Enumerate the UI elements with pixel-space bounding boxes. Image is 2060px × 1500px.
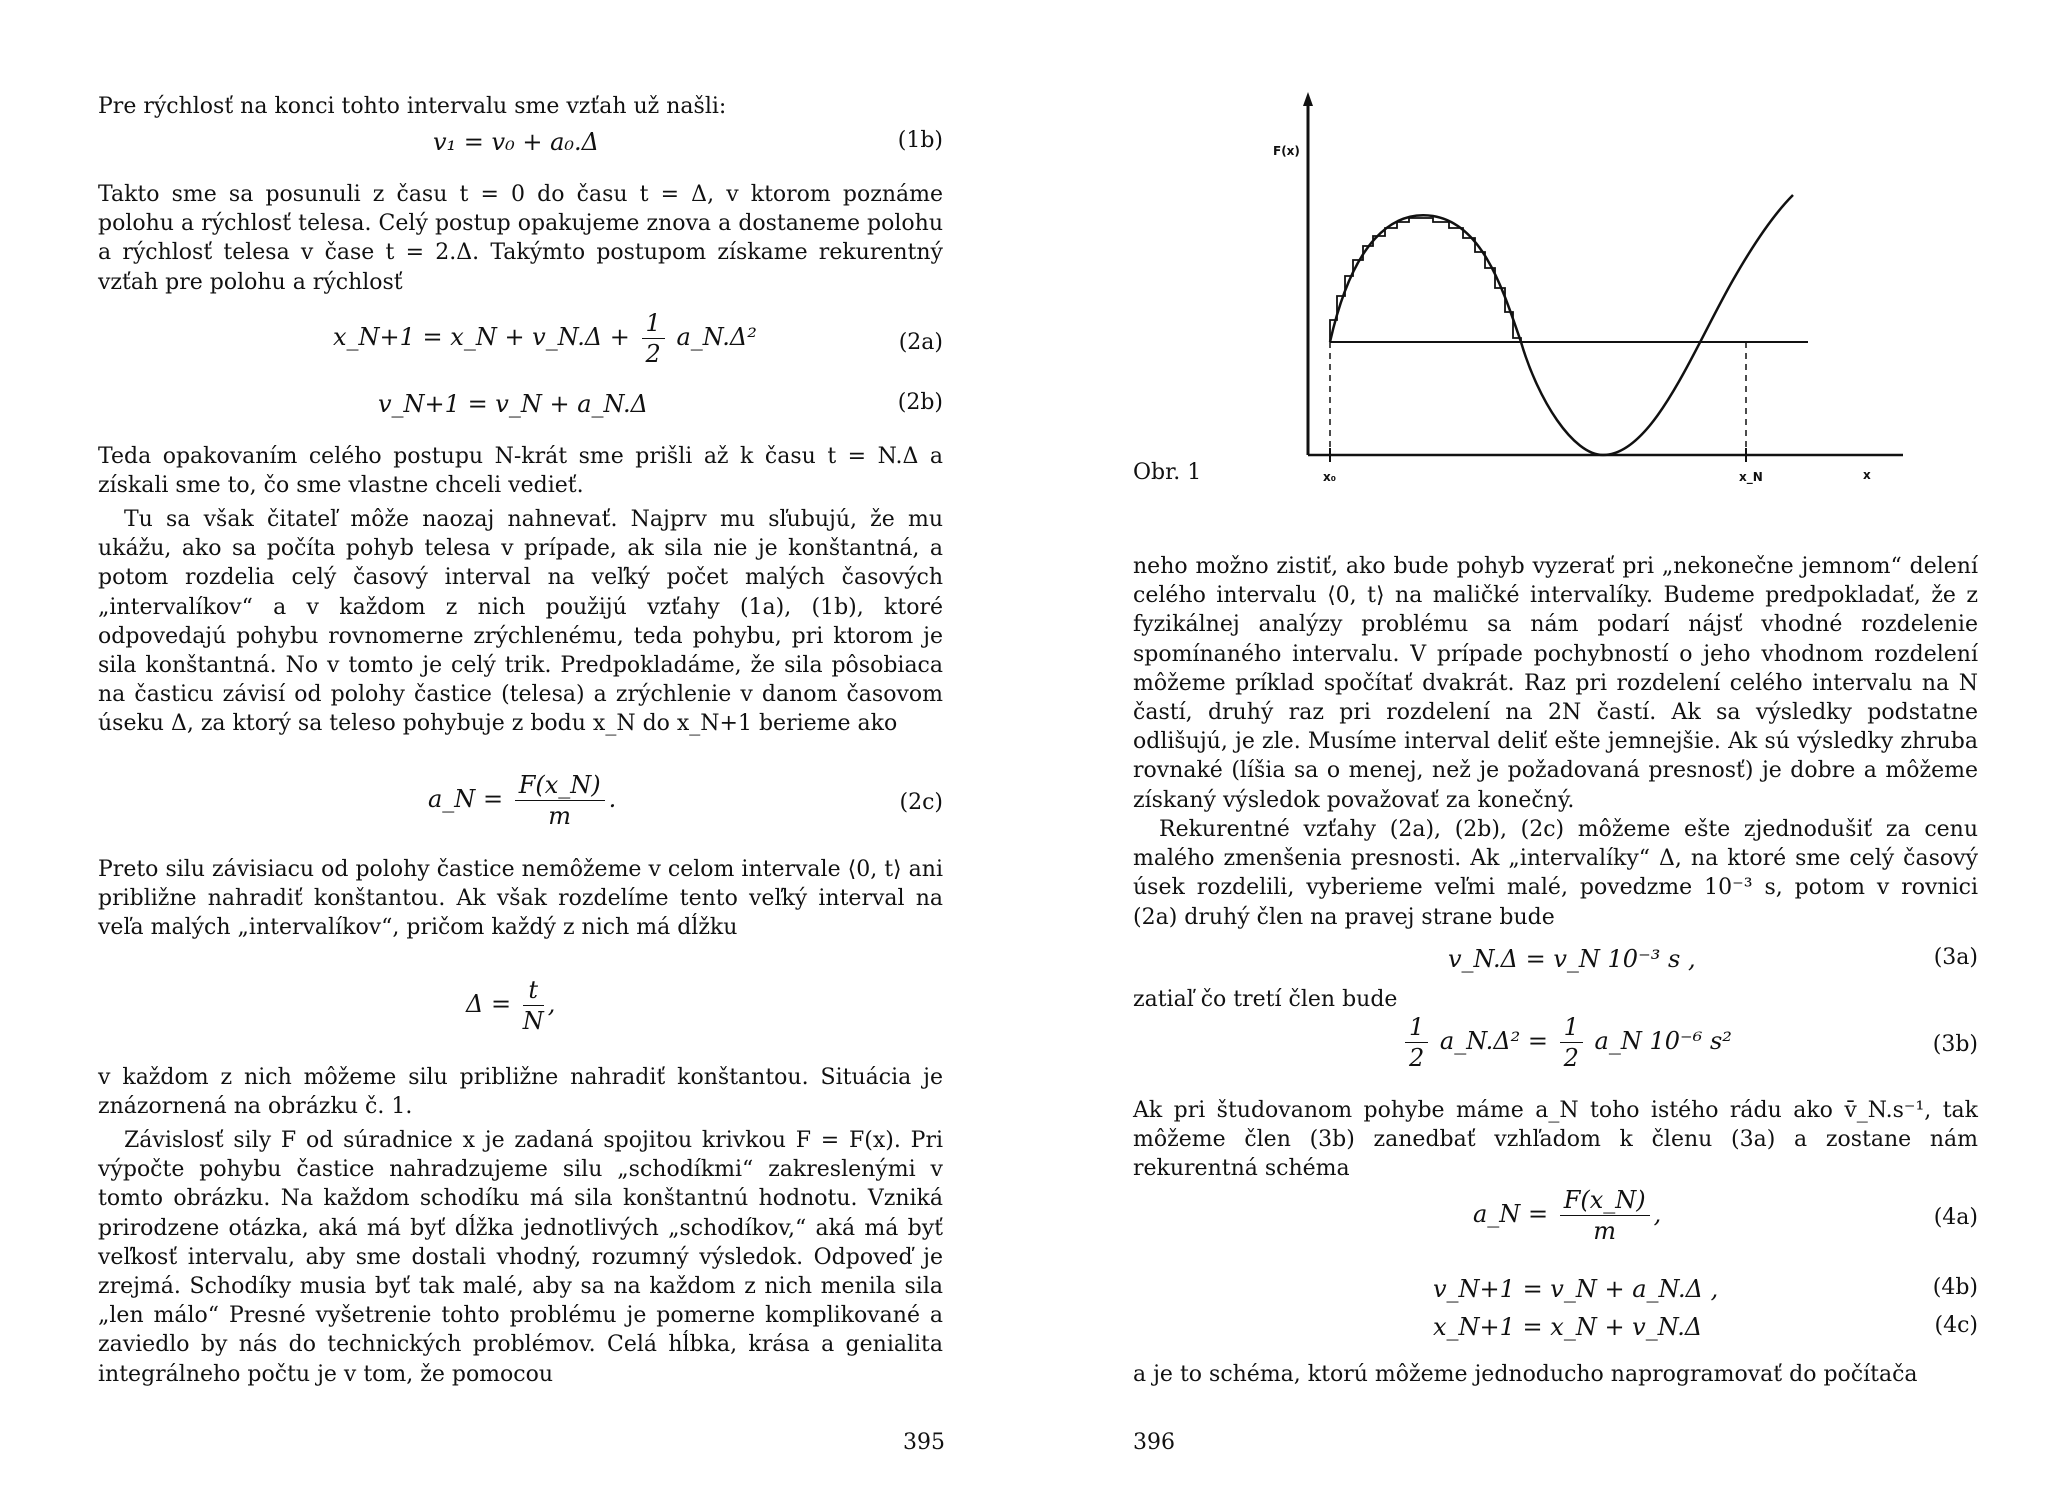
fraction-denominator: 2 xyxy=(645,340,661,368)
equation-body: v₁ = v₀ + a₀.Δ xyxy=(433,128,599,156)
fraction xyxy=(642,308,665,369)
equation-2c xyxy=(98,770,943,850)
page-number: 396 xyxy=(1133,1430,1175,1455)
fraction-numerator: 1 xyxy=(1405,1012,1428,1043)
fraction-denominator: m xyxy=(1593,1217,1617,1245)
fraction xyxy=(523,975,544,1036)
equation-number: (3a) xyxy=(1933,945,1978,970)
eq-left: Δ = xyxy=(466,990,519,1018)
equation-body: x_N+1 = x_N + v_N.Δ xyxy=(1433,1313,1703,1341)
paragraph: Ak pri študovanom pohybe máme a_N toho istého rádu ako v̄_N.s⁻¹, tak môžeme člen (3b) zanedbať vzhľadom k členu (3a) a zostane nám rekurentná schéma xyxy=(1133,1098,1978,1182)
paragraph: Rekurentné vzťahy (2a), (2b), (2c) môžeme ešte zjednodušiť za cenu malého zmenšenia presnosti. Ak „intervalíky“ Δ, na ktoré sme celý časový úsek rozdelili, vyberieme veľmi malé, povedzme 10⁻³ s, potom v rovnici (2a) druhý člen na pravej strane bude xyxy=(1133,817,1978,930)
equation-number: (4b) xyxy=(1932,1275,1978,1300)
paragraph: neho možno zistiť, ako bude pohyb vyzerať pri „nekonečne jemnom“ delení celého intervalu ⟨0, t⟩ na maličké intervalíky. Budeme predpokladať, že z fyzikálnej analýzy problému sa nám podarí nájsť vhodné rozdelenie spomínaného intervalu. V prípade pochybností o jeho vhodnom rozdelení môžeme príklad spočítať dvakrát. Raz pri rozdelení celého intervalu na N častí, druhý raz pri rozdelení na 2N častí. Ak sa výsledky podstatne odlišujú, je zle. Musíme interval deliť ešte jemnejšie. Ak sú výsledky zhruba rovnaké (líšia sa o menej, než je požadovaná presnosť) je dobre a môžeme získaný výsledok považovať za konečný. xyxy=(1133,554,1978,813)
equation-number: (4a) xyxy=(1933,1205,1978,1230)
equation-body: v_N+1 = v_N + a_N.Δ xyxy=(378,390,648,418)
equation-number: (4c) xyxy=(1934,1313,1978,1338)
paragraph: zatiaľ čo tretí člen bude xyxy=(1133,987,1398,1012)
equation-number: (2c) xyxy=(899,790,943,815)
eq-right: , xyxy=(1653,1200,1662,1228)
equation-4a xyxy=(1133,1185,1978,1265)
equation-2b xyxy=(98,390,943,450)
fraction xyxy=(1560,1012,1583,1073)
eq-left: a_N = xyxy=(1473,1200,1556,1228)
right-page xyxy=(1133,0,1978,1500)
y-axis-label: F(x) xyxy=(1273,144,1300,158)
x0-label: x₀ xyxy=(1323,470,1336,484)
paragraph: Pre rýchlosť na konci tohto intervalu sme vzťah už našli: xyxy=(98,94,727,119)
equation-2a xyxy=(98,308,943,388)
eq-right: , xyxy=(547,990,556,1018)
xN-label: x_N xyxy=(1739,470,1763,484)
equation-1b xyxy=(98,128,943,188)
paragraph: Preto silu závisiacu od polohy častice nemôžeme v celom intervale ⟨0, t⟩ ani približne nahradiť konštantou. Ak však rozdelíme tento veľký interval na veľa malých „intervalíkov“, pričom každý z nich má dĺžku xyxy=(98,857,943,941)
paragraph: Závislosť sily F od súradnice x je zadaná spojitou krivkou F = F(x). Pri výpočte pohybu častice nahradzujeme silu „schodíkmi“ zakreslenými v tomto obrázku. Na každom schodíku má sila konštantnú hodnotu. Vzniká prirodzene otázka, aká má byť dĺžka jednotlivých „schodíkov,“ aká má byť veľkosť intervalu, aby sme dostali vhodný, rozumný výsledok. Odpoveď je zrejmá. Schodíky musia byť tak malé, aby sa na každom z nich menila sila „len málo“ Presné vyšetrenie tohto problému je pomerne komplikované a zaviedlo by nás do technických problémov. Celá hĺbka, krása a genialita integrálneho počtu je v tom, že pomocou xyxy=(98,1128,943,1387)
page-number: 395 xyxy=(903,1430,945,1455)
equation-3b xyxy=(1133,1012,1978,1092)
eq-middle: a_N.Δ² = xyxy=(1432,1027,1556,1055)
fraction-denominator: 2 xyxy=(1409,1044,1425,1072)
eq-right: a_N 10⁻⁶ s² xyxy=(1586,1027,1732,1055)
fraction-numerator: 1 xyxy=(1560,1012,1583,1043)
eq-left: x_N+1 = x_N + v_N.Δ + xyxy=(333,323,638,351)
fraction xyxy=(1560,1185,1650,1246)
equation-number: (3b) xyxy=(1932,1032,1978,1057)
eq-right: a_N.Δ² xyxy=(668,323,757,351)
equation-number: (1b) xyxy=(897,128,943,153)
equation-delta xyxy=(98,975,943,1055)
fraction-denominator: 2 xyxy=(1563,1044,1579,1072)
fraction-numerator: t xyxy=(523,975,544,1006)
eq-left: a_N = xyxy=(428,785,511,813)
fraction-denominator: m xyxy=(548,802,572,830)
equation-number: (2b) xyxy=(897,390,943,415)
paragraph: Tu sa však čitateľ môže naozaj nahnevať. Najprv mu sľubujú, že mu ukážu, ako sa počíta pohyb telesa v prípade, ak sila nie je konštantná, a potom rozdelia celý časový interval na veľký počet malých časových „intervalíkov“ a v každom z nich použijú vzťahy (1a), (1b), ktoré odpovedajú pohybu rovnomerne zrýchlenému, teda pohybu, pri ktorom je sila konštantná. No v tomto je celý trik. Predpokladáme, že sila pôsobiaca na časticu závisí od polohy častice (telesa) a zrýchlenie v danom časovom úseku Δ, za ktorý sa teleso pohybuje z bodu x_N do x_N+1 berieme ako xyxy=(98,507,943,737)
fraction-numerator: 1 xyxy=(642,308,665,339)
paragraph: Teda opakovaním celého postupu N-krát sme prišli až k času t = N.Δ a získali sme to, čo sme vlastne chceli vedieť. xyxy=(98,444,943,499)
equation-number: (2a) xyxy=(898,330,943,355)
fraction-numerator: F(x_N) xyxy=(1560,1185,1650,1216)
figure-caption: Obr. 1 xyxy=(1133,460,1202,485)
x-axis-label: x xyxy=(1863,468,1871,482)
left-page xyxy=(98,0,943,1500)
equation-body: v_N+1 = v_N + a_N.Δ , xyxy=(1433,1275,1719,1303)
paragraph: Takto sme sa posunuli z času t = 0 do času t = Δ, v ktorom poznáme polohu a rýchlosť telesa. Celý postup opakujeme znova a dostaneme polohu a rýchlosť telesa v čase t = 2.Δ. Takýmto postupom získame rekurentný vzťah pre polohu a rýchlosť xyxy=(98,182,943,295)
eq-right: . xyxy=(608,785,617,813)
equation-body: v_N.Δ = v_N 10⁻³ s , xyxy=(1448,945,1696,973)
fraction xyxy=(515,770,605,831)
paragraph: v každom z nich môžeme silu približne nahradiť konštantou. Situácia je znázornená na obrázku č. 1. xyxy=(98,1065,943,1120)
fraction-denominator: N xyxy=(522,1007,544,1035)
fraction-numerator: F(x_N) xyxy=(515,770,605,801)
fraction xyxy=(1405,1012,1428,1073)
paragraph: a je to schéma, ktorú môžeme jednoducho naprogramovať do počítača xyxy=(1133,1362,1918,1387)
